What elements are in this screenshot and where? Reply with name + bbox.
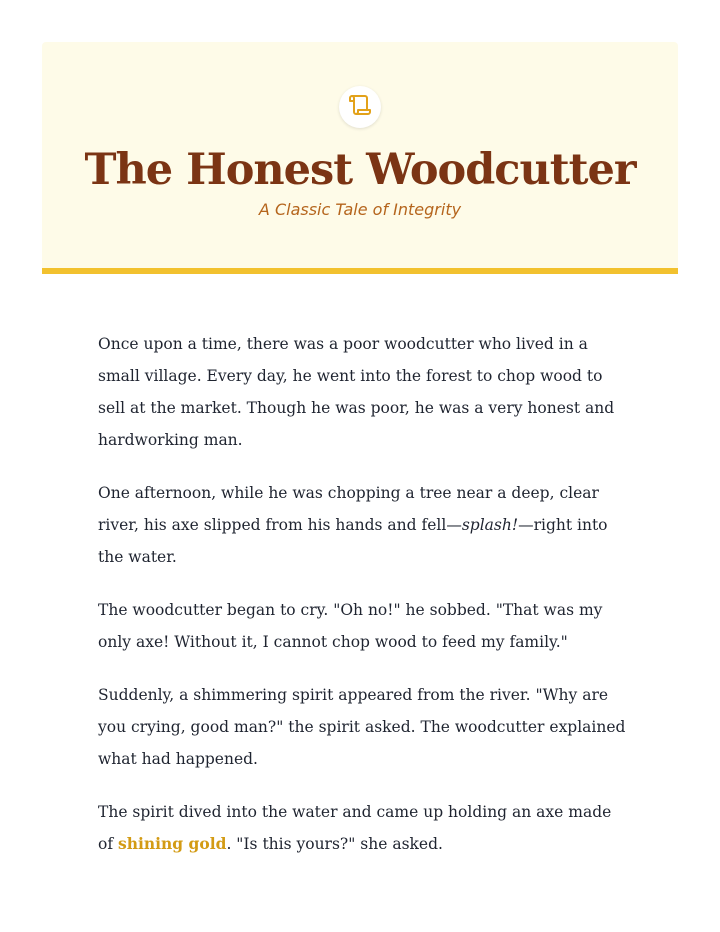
story-body (98, 328, 628, 881)
gold-highlight: shining gold (118, 834, 227, 853)
story-paragraph-5 (98, 796, 628, 860)
story-paragraph-3: The woodcutter began to cry. "Oh no!" he sobbed. "That was my only axe! Without it, I cannot chop wood to feed my family." (98, 601, 603, 651)
story-title: The Honest Woodcutter (84, 145, 636, 195)
story-paragraph-1: Once upon a time, there was a poor woodcutter who lived in a small village. Every day, he went into the forest to chop wood to sell at the market. Though he was poor, he was a very honest and hardworking man. (98, 335, 615, 449)
story-subtitle: A Classic Tale of Integrity (258, 200, 462, 219)
splash-emphasis: splash! (461, 516, 519, 534)
story-header (42, 42, 678, 274)
story-paragraph-2 (98, 477, 628, 573)
icon-badge (339, 86, 381, 128)
scroll-icon (348, 93, 372, 121)
story-paragraph-4: Suddenly, a shimmering spirit appeared from the river. "Why are you crying, good man?" the spirit asked. The woodcutter explained what had happened. (98, 686, 626, 768)
paragraph-text: —right into the water. (98, 516, 608, 566)
paragraph-text: One afternoon, while he was chopping a tree near a deep, clear river, his axe slipped from his hands and fell— (98, 484, 599, 534)
paragraph-text: . "Is this yours?" she asked. (226, 835, 443, 853)
paragraph-text: The spirit dived into the water and came up holding an axe made of (98, 803, 612, 853)
